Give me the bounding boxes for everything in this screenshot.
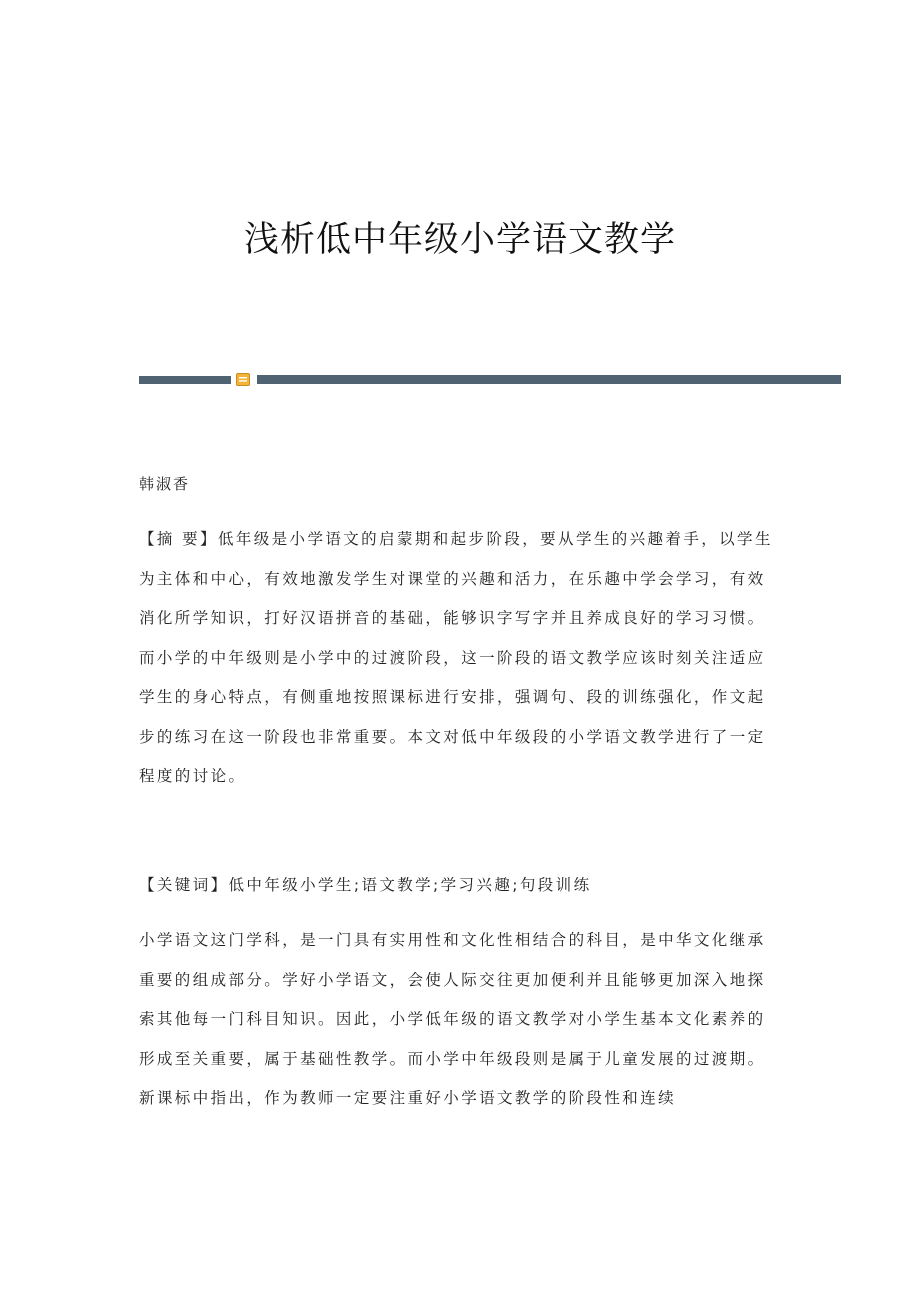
title-divider [139, 372, 841, 388]
abstract-paragraph [139, 520, 779, 797]
divider-bar-left [139, 376, 231, 384]
keywords-paragraph [139, 866, 779, 906]
body-paragraph: 小学语文这门学科，是一门具有实用性和文化性相结合的科目，是中华文化继承重要的组成部分。学好小学语文，会使人际交往更加便利并且能够更加深入地探索其他每一门科目知识。因此，小学低年级的语文教学对小学生基本文化素养的形成至关重要，属于基础性教学。而小学中年级段则是属于儿童发展的过渡期。新课标中指出，作为教师一定要注重好小学语文教学的阶段性和连续 [139, 931, 766, 1107]
abstract-text: 低年级是小学语文的启蒙期和起步阶段，要从学生的兴趣着手，以学生为主体和中心，有效地激发学生对课堂的兴趣和活力，在乐趣中学会学习，有效消化所学知识，打好汉语拼音的基础，能够识字写字并且养成良好的学习习惯。而小学的中年级则是小学中的过渡阶段，这一阶段的语文教学应该时刻关注适应学生的身心特点，有侧重地按照课标进行安排，强调句、段的训练强化，作文起步的练习在这一阶段也非常重要。本文对低中年级段的小学语文教学进行了一定程度的讨论。 [139, 530, 773, 785]
keywords-text: 低中年级小学生;语文教学;学习兴趣;句段训练 [228, 876, 592, 894]
abstract-label: 【摘 要】 [139, 530, 218, 548]
document-emblem-icon [236, 373, 250, 386]
author-name: 韩淑香 [139, 475, 191, 493]
keywords-label: 【关键词】 [139, 876, 229, 894]
document-title: 浅析低中年级小学语文教学 [243, 220, 676, 260]
divider-bar-right [257, 375, 841, 384]
